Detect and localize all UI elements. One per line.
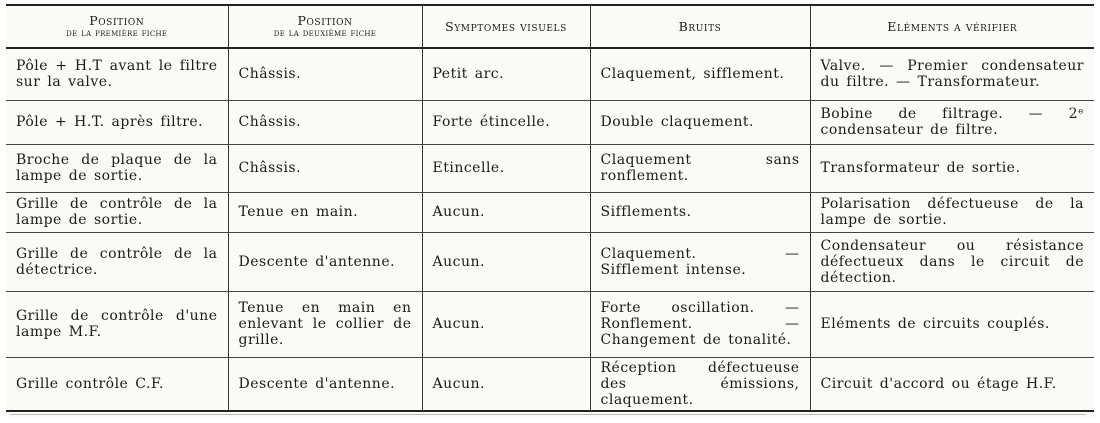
- header-bruits: [590, 5, 810, 48]
- cell-elements: Transformateur de sortie.: [810, 144, 1094, 192]
- header-line2: de la première fiche: [66, 26, 168, 39]
- cell-elements: Polarisation défectueuse de la lampe de sortie.: [810, 192, 1094, 232]
- cell-deuxieme-fiche: Châssis.: [228, 144, 422, 192]
- cell-bruits: Réception défectueuse des émissions, claquement.: [590, 357, 810, 411]
- header-premiere-fiche: [6, 5, 228, 48]
- cell-symptomes: Aucun.: [422, 232, 590, 291]
- cell-bruits: Claquement, sifflement.: [590, 48, 810, 100]
- cell-premiere-fiche: Broche de plaque de la lampe de sortie.: [6, 144, 228, 192]
- cell-premiere-fiche: Pôle + H.T avant le filtre sur la valve.: [6, 48, 228, 100]
- cell-elements: Eléments de circuits couplés.: [810, 291, 1094, 357]
- table-row: [6, 192, 1094, 232]
- header-line2: de la deuxième fiche: [273, 26, 377, 39]
- table-row: [6, 100, 1094, 144]
- table-row: [6, 144, 1094, 192]
- cell-bruits: Double claquement.: [590, 100, 810, 144]
- cell-symptomes: Aucun.: [422, 357, 590, 411]
- cell-deuxieme-fiche: Tenue en main.: [228, 192, 422, 232]
- table-row: [6, 232, 1094, 291]
- cell-symptomes: Forte étincelle.: [422, 100, 590, 144]
- table-header-row: [6, 5, 1094, 48]
- cell-premiere-fiche: Grille de contrôle de la lampe de sortie.: [6, 192, 228, 232]
- header-symptomes-visuels: [422, 5, 590, 48]
- cell-symptomes: Aucun.: [422, 291, 590, 357]
- header-line1: Bruits: [678, 19, 722, 34]
- cell-deuxieme-fiche: Châssis.: [228, 100, 422, 144]
- cell-elements: Bobine de filtrage. — 2ᵉ condensateur de filtre.: [810, 100, 1094, 144]
- table-row: [6, 48, 1094, 100]
- cell-elements: Valve. — Premier condensateur du filtre. — Transformateur.: [810, 48, 1094, 100]
- header-line1: Position: [89, 12, 145, 28]
- cell-elements: Condensateur ou résistance défectueux dans le circuit de détection.: [810, 232, 1094, 291]
- cell-premiere-fiche: Grille contrôle C.F.: [6, 357, 228, 411]
- cell-elements: Circuit d'accord ou étage H.F.: [810, 357, 1094, 411]
- cell-deuxieme-fiche: Descente d'antenne.: [228, 232, 422, 291]
- cell-symptomes: Aucun.: [422, 192, 590, 232]
- cell-premiere-fiche: Grille de contrôle d'une lampe M.F.: [6, 291, 228, 357]
- table-row: [6, 291, 1094, 357]
- cell-symptomes: Etincelle.: [422, 144, 590, 192]
- cell-deuxieme-fiche: Descente d'antenne.: [228, 357, 422, 411]
- table-row: [6, 357, 1094, 411]
- header-line1: Position: [297, 12, 353, 28]
- cell-bruits: Sifflements.: [590, 192, 810, 232]
- cell-premiere-fiche: Pôle + H.T. après filtre.: [6, 100, 228, 144]
- header-elements-a-verifier: [810, 5, 1094, 48]
- troubleshooting-table: [6, 4, 1094, 412]
- cell-symptomes: Petit arc.: [422, 48, 590, 100]
- cell-deuxieme-fiche: Châssis.: [228, 48, 422, 100]
- header-line1: Symptomes visuels: [445, 19, 567, 34]
- page-edge-rule: [10, 414, 1086, 415]
- cell-premiere-fiche: Grille de contrôle de la détectrice.: [6, 232, 228, 291]
- cell-bruits: Forte oscillation. — Ronflement. — Changement de tonalité.: [590, 291, 810, 357]
- cell-bruits: Claquement sans ronflement.: [590, 144, 810, 192]
- cell-bruits: Claquement. — Sifflement intense.: [590, 232, 810, 291]
- cell-deuxieme-fiche: Tenue en main en enlevant le collier de grille.: [228, 291, 422, 357]
- document-page: [6, 4, 1094, 418]
- header-line1: Eléments a vérifier: [887, 19, 1018, 34]
- header-deuxieme-fiche: [228, 5, 422, 48]
